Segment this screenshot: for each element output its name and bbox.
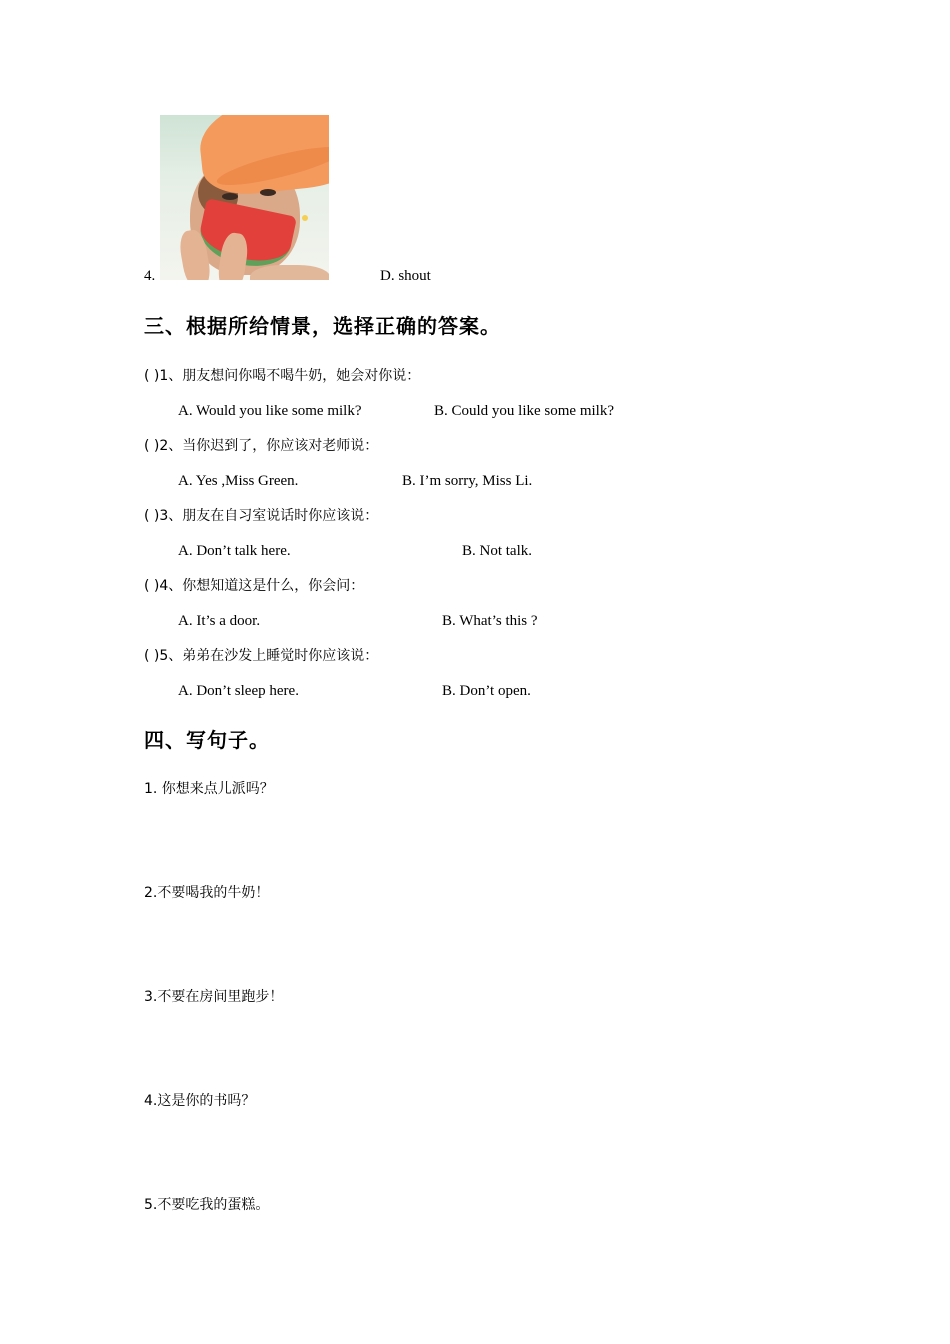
question-4-option-b: B. What’s this ? [442, 613, 538, 629]
question-2-option-a: A. Yes ,Miss Green. [178, 473, 299, 489]
option-d-shout: D. shout [380, 268, 431, 284]
question-5-option-b: B. Don’t open. [442, 683, 531, 699]
question-3-prompt: ( )3、朋友在自习室说话时你应该说： [144, 508, 379, 524]
sentence-item-3: 3.不要在房间里跑步！ [144, 989, 284, 1005]
photo-earring [302, 215, 308, 221]
photo-eye-right [260, 189, 276, 196]
section-3-heading: 三、根据所给情景，选择正确的答案。 [144, 314, 501, 338]
question-4-option-a: A. It’s a door. [178, 613, 261, 629]
section-4-heading: 四、写句子。 [144, 728, 270, 752]
sentence-item-2: 2.不要喝我的牛奶！ [144, 885, 270, 901]
question-2-prompt: ( )2、当你迟到了，你应该对老师说： [144, 438, 379, 454]
girl-eating-watermelon-photo [160, 115, 329, 280]
question-3-option-a: A. Don’t talk here. [178, 543, 291, 559]
photo-neck [250, 265, 329, 280]
question-5-prompt: ( )5、弟弟在沙发上睡觉时你应该说： [144, 648, 379, 664]
question-1-option-b: B. Could you like some milk? [434, 403, 614, 419]
sentence-item-1: 1. 你想来点儿派吗？ [144, 781, 274, 797]
question-4-prompt: ( )4、你想知道这是什么，你会问： [144, 578, 365, 594]
question-3-option-b: B. Not talk. [462, 543, 532, 559]
question-1-prompt: ( )1、朋友想问你喝不喝牛奶，她会对你说： [144, 368, 421, 384]
sentence-item-4: 4.这是你的书吗？ [144, 1093, 256, 1109]
question-1-option-a: A. Would you like some milk? [178, 403, 362, 419]
sentence-item-5: 5.不要吃我的蛋糕。 [144, 1197, 270, 1213]
question-2-option-b: B. I’m sorry, Miss Li. [402, 473, 533, 489]
photo-eye-left [222, 193, 238, 200]
item-4-number: 4. [144, 268, 156, 284]
question-5-option-a: A. Don’t sleep here. [178, 683, 299, 699]
